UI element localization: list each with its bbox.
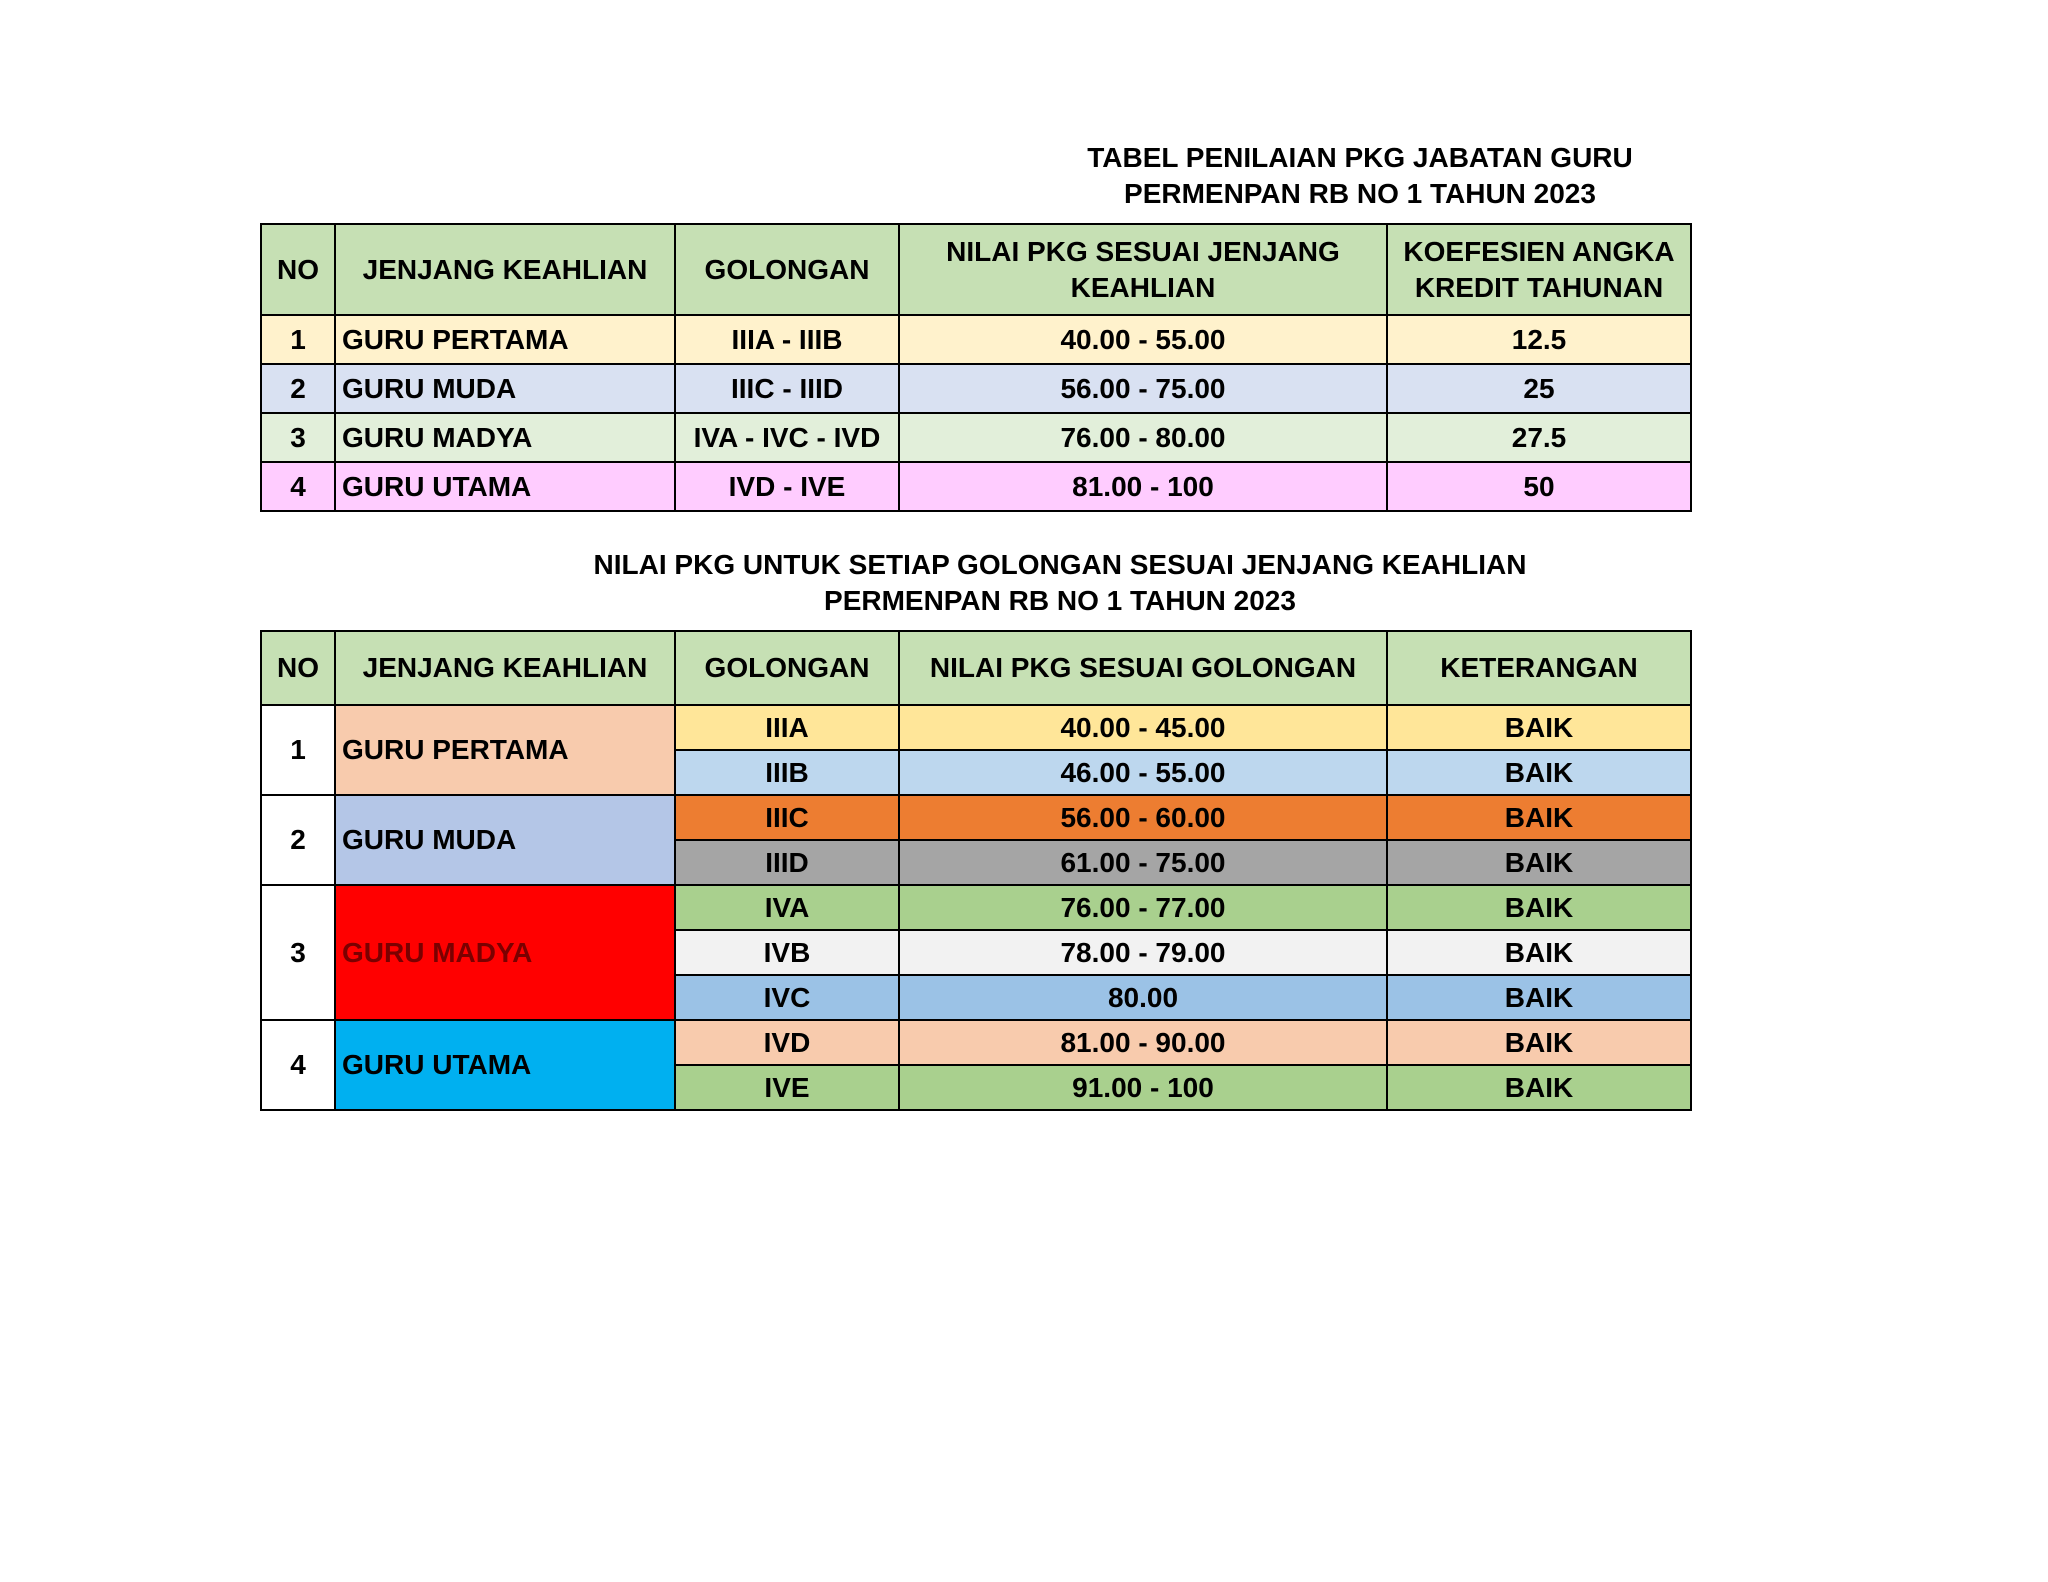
cell-golongan: IIIC - IIID [675, 364, 899, 413]
table-row [261, 364, 1691, 413]
header-golongan: GOLONGAN [675, 631, 899, 705]
cell-golongan: IIIA - IIIB [675, 315, 899, 364]
jenjang-keahlian-table [260, 223, 1692, 512]
cell-keterangan: BAIK [1387, 1065, 1691, 1110]
cell-keterangan: BAIK [1387, 795, 1691, 840]
cell-no: 3 [261, 885, 335, 1020]
cell-nilai: 40.00 - 55.00 [899, 315, 1387, 364]
cell-golongan: IVA - IVC - IVD [675, 413, 899, 462]
cell-jenjang: GURU MUDA [335, 364, 675, 413]
nilai-golongan-table [260, 630, 1692, 1111]
cell-no: 2 [261, 364, 335, 413]
cell-golongan: IVB [675, 930, 899, 975]
cell-keterangan: BAIK [1387, 975, 1691, 1020]
table-row [261, 885, 1691, 930]
cell-golongan: IVC [675, 975, 899, 1020]
cell-golongan: IIID [675, 840, 899, 885]
header-keterangan: KETERANGAN [1387, 631, 1691, 705]
cell-golongan: IVE [675, 1065, 899, 1110]
cell-golongan: IVA [675, 885, 899, 930]
cell-golongan: IIIB [675, 750, 899, 795]
cell-golongan: IIIC [675, 795, 899, 840]
cell-jenjang: GURU UTAMA [335, 1020, 675, 1110]
cell-keterangan: BAIK [1387, 885, 1691, 930]
cell-koefisien: 12.5 [1387, 315, 1691, 364]
table-row [261, 1020, 1691, 1065]
cell-golongan: IVD - IVE [675, 462, 899, 511]
table2-title-line1: NILAI PKG UNTUK SETIAP GOLONGAN SESUAI JENJANG KEAHLIAN [593, 549, 1527, 580]
cell-koefisien: 25 [1387, 364, 1691, 413]
table2-header-row [261, 631, 1691, 705]
cell-golongan: IIIA [675, 705, 899, 750]
cell-jenjang: GURU UTAMA [335, 462, 675, 511]
cell-keterangan: BAIK [1387, 705, 1691, 750]
cell-keterangan: BAIK [1387, 930, 1691, 975]
cell-no: 1 [261, 705, 335, 795]
cell-jenjang: GURU MADYA [335, 885, 675, 1020]
cell-koefisien: 27.5 [1387, 413, 1691, 462]
cell-nilai: 40.00 - 45.00 [899, 705, 1387, 750]
header-jenjang: JENJANG KEAHLIAN [335, 224, 675, 315]
cell-no: 4 [261, 462, 335, 511]
cell-koefisien: 50 [1387, 462, 1691, 511]
cell-jenjang: GURU MADYA [335, 413, 675, 462]
header-koefisien: KOEFESIEN ANGKA KREDIT TAHUNAN [1387, 224, 1691, 315]
table-row [261, 462, 1691, 511]
cell-jenjang: GURU PERTAMA [335, 705, 675, 795]
cell-nilai: 76.00 - 77.00 [899, 885, 1387, 930]
header-nilai: NILAI PKG SESUAI JENJANG KEAHLIAN [899, 224, 1387, 315]
table1-title-line2: PERMENPAN RB NO 1 TAHUN 2023 [1124, 178, 1596, 209]
header-no: NO [261, 224, 335, 315]
header-jenjang: JENJANG KEAHLIAN [335, 631, 675, 705]
cell-jenjang: GURU PERTAMA [335, 315, 675, 364]
table2-title [560, 547, 1560, 619]
header-golongan: GOLONGAN [675, 224, 899, 315]
table-row [261, 315, 1691, 364]
table-row [261, 705, 1691, 750]
cell-nilai: 61.00 - 75.00 [899, 840, 1387, 885]
table1-title-line1: TABEL PENILAIAN PKG JABATAN GURU [1087, 142, 1633, 173]
cell-nilai: 81.00 - 90.00 [899, 1020, 1387, 1065]
table-row [261, 413, 1691, 462]
table2-title-line2: PERMENPAN RB NO 1 TAHUN 2023 [824, 585, 1296, 616]
table1-header-row [261, 224, 1691, 315]
cell-nilai: 76.00 - 80.00 [899, 413, 1387, 462]
header-nilai: NILAI PKG SESUAI GOLONGAN [899, 631, 1387, 705]
header-no: NO [261, 631, 335, 705]
table1-title [1080, 140, 1640, 212]
cell-nilai: 81.00 - 100 [899, 462, 1387, 511]
cell-nilai: 56.00 - 60.00 [899, 795, 1387, 840]
cell-nilai: 80.00 [899, 975, 1387, 1020]
table1-body [261, 315, 1691, 511]
table-row [261, 795, 1691, 840]
cell-keterangan: BAIK [1387, 1020, 1691, 1065]
cell-no: 3 [261, 413, 335, 462]
cell-nilai: 78.00 - 79.00 [899, 930, 1387, 975]
cell-no: 1 [261, 315, 335, 364]
cell-no: 4 [261, 1020, 335, 1110]
cell-nilai: 46.00 - 55.00 [899, 750, 1387, 795]
cell-nilai: 91.00 - 100 [899, 1065, 1387, 1110]
cell-keterangan: BAIK [1387, 750, 1691, 795]
cell-keterangan: BAIK [1387, 840, 1691, 885]
cell-golongan: IVD [675, 1020, 899, 1065]
table2-body [261, 705, 1691, 1110]
cell-nilai: 56.00 - 75.00 [899, 364, 1387, 413]
cell-jenjang: GURU MUDA [335, 795, 675, 885]
cell-no: 2 [261, 795, 335, 885]
